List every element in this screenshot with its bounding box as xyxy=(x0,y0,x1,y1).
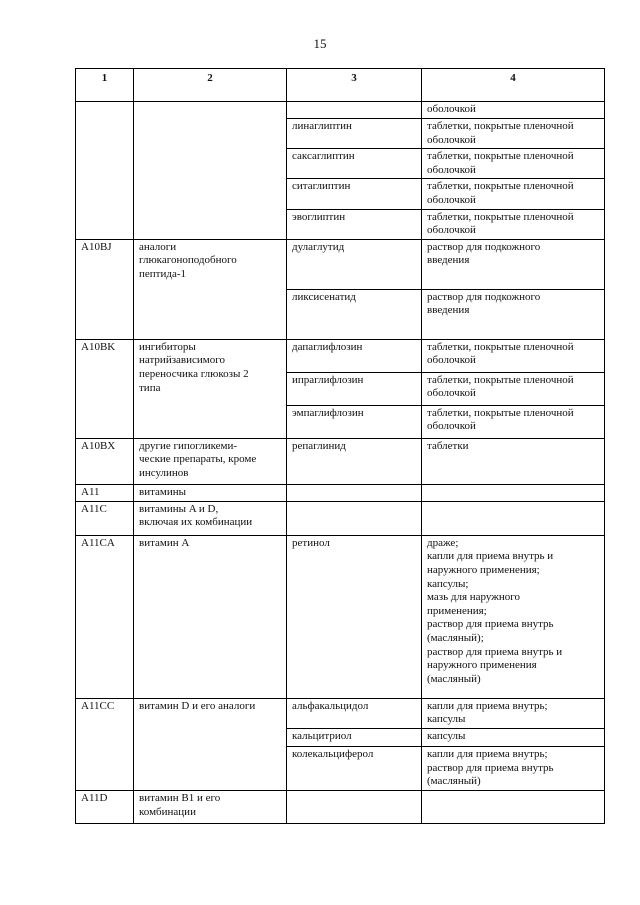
drug-table xyxy=(75,68,605,824)
table-row xyxy=(76,484,605,501)
dosage-form-cell xyxy=(422,149,605,179)
drug-name-cell xyxy=(287,698,422,728)
form-line: капли для приема внутрь; xyxy=(427,699,548,712)
form-line: капсулы xyxy=(427,729,466,742)
drug-line: дулаглутид xyxy=(292,240,345,253)
drug-name-cell xyxy=(287,501,422,535)
form-line: (масляный); xyxy=(427,631,484,644)
form-line: оболочкой xyxy=(427,420,476,433)
pharmacological-group-cell xyxy=(134,698,287,790)
atc-code-cell: A10BK xyxy=(76,339,134,438)
drug-line: кальцитриол xyxy=(292,729,352,742)
group-line: витамин A xyxy=(139,536,190,549)
drug-line: ретинол xyxy=(292,536,330,549)
form-line: введения xyxy=(427,254,470,267)
drug-name-cell xyxy=(287,790,422,823)
form-line: оболочкой xyxy=(427,163,476,176)
pharmacological-group-cell xyxy=(134,484,287,501)
group-line: переносчика глюкозы 2 xyxy=(139,367,249,380)
table-row xyxy=(76,698,605,728)
drug-line: эвоглиптин xyxy=(292,210,346,223)
drug-name-cell xyxy=(287,484,422,501)
form-line: наружного применения xyxy=(427,659,537,672)
atc-code-cell: A11C xyxy=(76,501,134,535)
dosage-form-cell xyxy=(422,405,605,438)
form-line: капли для приема внутрь; xyxy=(427,747,548,760)
drug-name-cell xyxy=(287,535,422,698)
dosage-form-cell xyxy=(422,102,605,119)
dosage-form-cell xyxy=(422,339,605,372)
form-line: раствор для приема внутрь xyxy=(427,618,554,631)
group-line: витамин D и его аналоги xyxy=(139,699,256,712)
drug-line: линаглиптин xyxy=(292,120,352,132)
table-header-row xyxy=(76,69,605,102)
drug-name-cell xyxy=(287,149,422,179)
dosage-form-cell xyxy=(422,698,605,728)
dosage-form-cell xyxy=(422,484,605,501)
group-line: ингибиторы xyxy=(139,340,196,353)
group-line: витамины xyxy=(139,485,187,498)
form-line: раствор для подкожного xyxy=(427,240,541,253)
group-line: глюкагоноподобного xyxy=(139,254,237,267)
dosage-form-cell xyxy=(422,239,605,289)
group-line: пептида-1 xyxy=(139,267,186,280)
form-line: капсулы; xyxy=(427,577,469,590)
form-line: оболочкой xyxy=(427,103,476,115)
form-line: оболочкой xyxy=(427,133,476,146)
dosage-form-cell xyxy=(422,501,605,535)
group-line: комбинации xyxy=(139,805,196,818)
dosage-form-cell xyxy=(422,535,605,698)
drug-line: альфакальцидол xyxy=(292,699,369,712)
dosage-form-cell xyxy=(422,372,605,405)
drug-name-cell xyxy=(287,339,422,372)
form-line: таблетки, покрытые пленочной xyxy=(427,210,574,223)
form-line: оболочкой xyxy=(427,224,476,237)
header-col-1: 1 xyxy=(76,69,134,102)
form-line: применения; xyxy=(427,604,487,617)
table-row xyxy=(76,790,605,823)
form-line: таблетки, покрытые пленочной xyxy=(427,120,574,132)
table-body xyxy=(76,102,605,824)
pharmacological-group-cell xyxy=(134,438,287,484)
group-line: другие гипогликеми- xyxy=(139,439,238,452)
form-line: драже; xyxy=(427,536,459,549)
form-line: наружного применения; xyxy=(427,563,540,576)
drug-line: репаглинид xyxy=(292,439,346,452)
header-col-2: 2 xyxy=(134,69,287,102)
group-line: натрийзависимого xyxy=(139,354,225,367)
drug-line: эмпаглифлозин xyxy=(292,406,364,419)
atc-code-cell xyxy=(76,102,134,240)
group-line: типа xyxy=(139,381,161,394)
group-line: витамины A и D, xyxy=(139,502,219,515)
dosage-form-cell xyxy=(422,179,605,209)
atc-code-cell: A10BX xyxy=(76,438,134,484)
drug-table-container xyxy=(75,68,605,824)
dosage-form-cell xyxy=(422,119,605,149)
form-line: капсулы xyxy=(427,713,466,726)
group-line: аналоги xyxy=(139,240,177,253)
form-line: раствор для подкожного xyxy=(427,290,541,303)
form-line: раствор для приема внутрь и xyxy=(427,645,563,658)
form-line: оболочкой xyxy=(427,193,476,206)
drug-name-cell xyxy=(287,119,422,149)
drug-line: ситаглиптин xyxy=(292,180,351,193)
dosage-form-cell xyxy=(422,746,605,790)
drug-name-cell xyxy=(287,239,422,289)
drug-name-cell xyxy=(287,438,422,484)
pharmacological-group-cell xyxy=(134,239,287,339)
drug-name-cell xyxy=(287,372,422,405)
drug-line: колекальциферол xyxy=(292,747,374,760)
form-line: капли для приема внутрь и xyxy=(427,550,554,563)
form-line: введения xyxy=(427,304,470,317)
dosage-form-cell xyxy=(422,728,605,746)
pharmacological-group-cell xyxy=(134,535,287,698)
pharmacological-group-cell xyxy=(134,501,287,535)
drug-line: ликсисенатид xyxy=(292,290,356,303)
form-line: оболочкой xyxy=(427,387,476,400)
drug-name-cell xyxy=(287,102,422,119)
dosage-form-cell xyxy=(422,790,605,823)
form-line: (масляный) xyxy=(427,775,481,788)
pharmacological-group-cell xyxy=(134,790,287,823)
pharmacological-group-cell xyxy=(134,102,287,240)
group-line: ческие препараты, кроме xyxy=(139,453,257,466)
drug-name-cell xyxy=(287,405,422,438)
table-row xyxy=(76,339,605,372)
group-line: инсулинов xyxy=(139,466,189,479)
group-line: включая их комбинации xyxy=(139,516,253,529)
table-row xyxy=(76,239,605,289)
form-line: таблетки, покрытые пленочной xyxy=(427,373,574,386)
form-line: мазь для наружного xyxy=(427,591,520,604)
header-col-3: 3 xyxy=(287,69,422,102)
atc-code-cell: A11D xyxy=(76,790,134,823)
drug-name-cell xyxy=(287,209,422,239)
dosage-form-cell xyxy=(422,438,605,484)
drug-name-cell xyxy=(287,728,422,746)
atc-code-cell: A11CC xyxy=(76,698,134,790)
pharmacological-group-cell xyxy=(134,339,287,438)
drug-line: ипраглифлозин xyxy=(292,373,364,386)
page-number: 15 xyxy=(313,36,327,51)
drug-line: саксаглиптин xyxy=(292,150,355,163)
drug-name-cell xyxy=(287,289,422,339)
drug-line: дапаглифлозин xyxy=(292,340,363,353)
table-row xyxy=(76,102,605,119)
form-line: раствор для приема внутрь xyxy=(427,761,554,774)
dosage-form-cell xyxy=(422,289,605,339)
form-line: таблетки, покрытые пленочной xyxy=(427,150,574,163)
form-line: оболочкой xyxy=(427,354,476,367)
form-line: таблетки, покрытые пленочной xyxy=(427,340,574,353)
form-line: (масляный) xyxy=(427,672,481,685)
form-line: таблетки, покрытые пленочной xyxy=(427,180,574,193)
group-line: витамин B1 и его xyxy=(139,791,221,804)
form-line: таблетки, покрытые пленочной xyxy=(427,406,574,419)
drug-name-cell xyxy=(287,746,422,790)
table-row xyxy=(76,501,605,535)
table-row xyxy=(76,438,605,484)
dosage-form-cell xyxy=(422,209,605,239)
header-col-4: 4 xyxy=(422,69,605,102)
table-row xyxy=(76,535,605,698)
atc-code-cell: A11 xyxy=(76,484,134,501)
form-line: таблетки xyxy=(427,439,469,452)
drug-name-cell xyxy=(287,179,422,209)
atc-code-cell: A11CA xyxy=(76,535,134,698)
atc-code-cell: A10BJ xyxy=(76,239,134,339)
